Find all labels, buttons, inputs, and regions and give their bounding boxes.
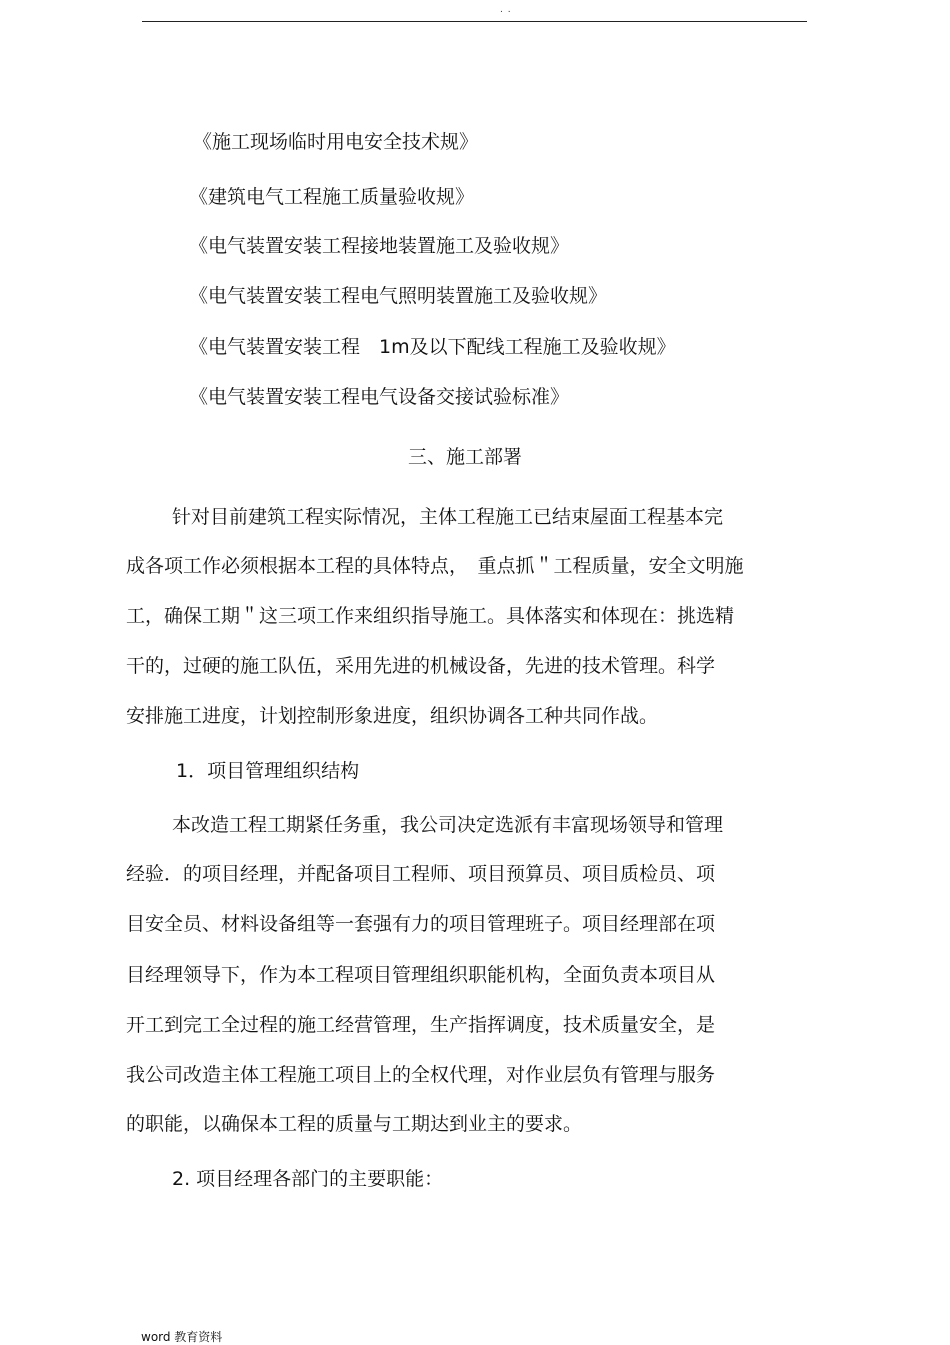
reference-item: 《电气装置安装工程 1m及以下配线工程施工及验收规》 bbox=[189, 336, 676, 358]
subsection-title: 2. 项目经理各部门的主要职能： bbox=[172, 1168, 444, 1190]
header-marks: . . bbox=[500, 5, 512, 15]
header-rule bbox=[142, 21, 807, 22]
paragraph-line: 工，确保工期＂这三项工作来组织指导施工。具体落实和体现在：挑选精 bbox=[126, 605, 735, 627]
section-title: 三、施工部署 bbox=[408, 446, 523, 468]
subsection-title: 1．项目管理组织结构 bbox=[176, 760, 360, 782]
paragraph-line: 针对目前建筑工程实际情况，主体工程施工已结束屋面工程基本完 bbox=[172, 506, 724, 528]
paragraph-line: 我公司改造主体工程施工项目上的全权代理，对作业层负有管理与服务 bbox=[126, 1064, 716, 1086]
paragraph-line: 目经理领导下，作为本工程项目管理组织职能机构，全面负责本项目从 bbox=[126, 964, 716, 986]
paragraph-line: 干的，过硬的施工队伍，采用先进的机械设备，先进的技术管理。科学 bbox=[126, 655, 716, 677]
paragraph-line: 开工到完工全过程的施工经营管理，生产指挥调度，技术质量安全，是 bbox=[126, 1014, 716, 1036]
paragraph-line: 安排施工进度，计划控制形象进度，组织协调各工种共同作战。 bbox=[126, 705, 659, 727]
reference-item: 《电气装置安装工程电气设备交接试验标准》 bbox=[189, 386, 570, 408]
reference-item: 《建筑电气工程施工质量验收规》 bbox=[189, 186, 475, 208]
paragraph-line: 经验．的项目经理，并配备项目工程师、项目预算员、项目质检员、项 bbox=[126, 863, 716, 885]
paragraph-line: 的职能，以确保本工程的质量与工期达到业主的要求。 bbox=[126, 1113, 583, 1135]
footer-text: word 教育资料 bbox=[141, 1330, 223, 1344]
reference-item: 《施工现场临时用电安全技术规》 bbox=[193, 131, 479, 153]
reference-item: 《电气装置安装工程电气照明装置施工及验收规》 bbox=[189, 285, 608, 307]
paragraph-line: 本改造工程工期紧任务重，我公司决定选派有丰富现场领导和管理 bbox=[172, 814, 724, 836]
reference-item: 《电气装置安装工程接地装置施工及验收规》 bbox=[189, 235, 570, 257]
paragraph-line: 成各项工作必须根据本工程的具体特点， 重点抓＂工程质量，安全文明施 bbox=[126, 555, 744, 577]
paragraph-line: 目安全员、材料设备组等一套强有力的项目管理班子。项目经理部在项 bbox=[126, 913, 716, 935]
